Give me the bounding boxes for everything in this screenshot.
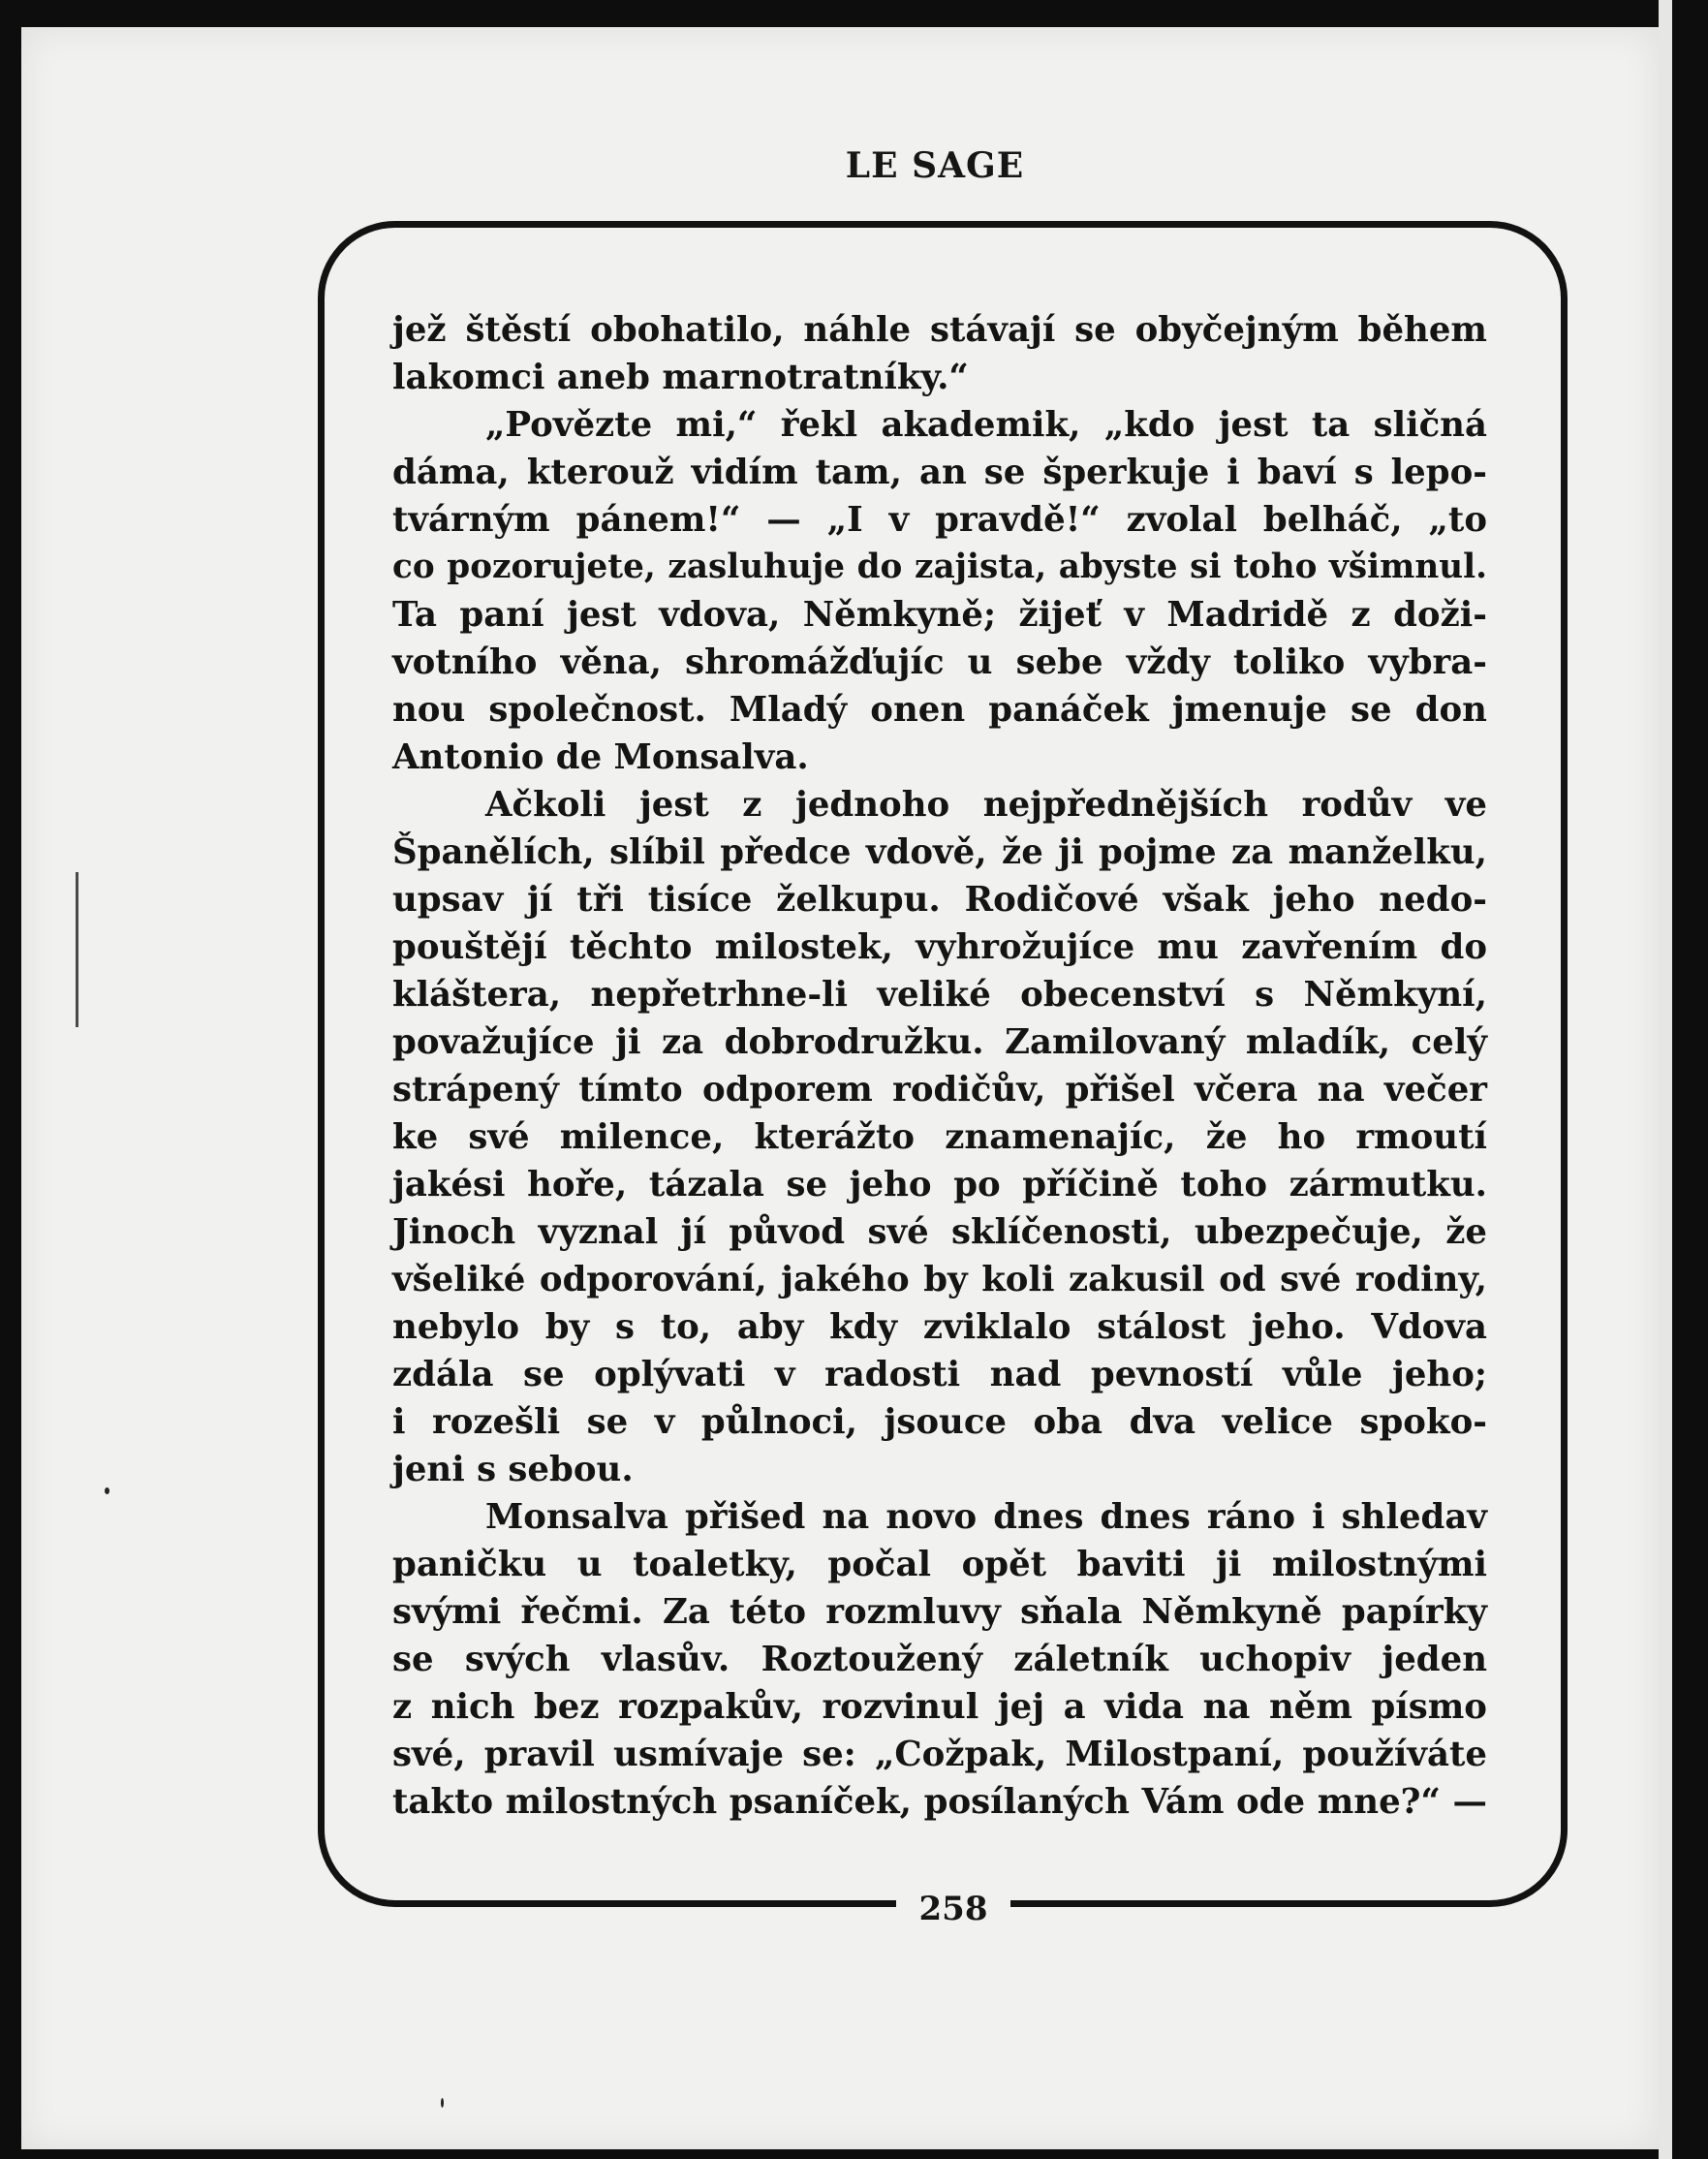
text-line: zdála se oplývati v radosti nad pevností vůle jeho; <box>392 1355 1487 1394</box>
text-line: považujíce ji za dobrodružku. Zamilovaný mladík, celý <box>392 1022 1487 1062</box>
text-line: pouštějí těchto milostek, vyhrožujíce mu zavřením do <box>392 927 1487 967</box>
text-line: jeni s sebou. <box>392 1450 634 1489</box>
margin-mark <box>76 872 78 1027</box>
text-line: dáma, kterouž vidím tam, an se šperkuje i baví s lepo- <box>392 453 1487 492</box>
scan-speck <box>105 1487 109 1494</box>
body-text <box>392 306 1487 1826</box>
text-line: Monsalva přišed na novo dnes dnes ráno i shledav <box>485 1497 1487 1537</box>
text-line: co pozorujete, zasluhuje do zajista, abyste si toho všimnul. <box>392 548 1487 586</box>
text-line: Antonio de Monsalva. <box>392 737 809 777</box>
text-line: takto milostných psaníček, posílaných Vám ode mne?“ — <box>392 1782 1487 1822</box>
text-line: Ta paní jest vdova, Němkyně; žijeť v Madridě z doži- <box>392 595 1487 635</box>
text-line: Jinoch vyznal jí původ své sklíčenosti, ubezpečuje, že <box>392 1212 1487 1252</box>
text-line: z nich bez rozpakův, rozvinul jej a vida na něm písmo <box>392 1687 1487 1727</box>
page-edge <box>1659 0 1672 2159</box>
text-line: tvárným pánem!“ — „I v pravdě!“ zvolal belháč, „to <box>392 500 1487 540</box>
text-line: jež štěstí obohatilo, náhle stávají se obyčejným během <box>392 310 1487 350</box>
text-line: upsav jí tři tisíce želkupu. Rodičové však jeho nedo- <box>392 880 1487 920</box>
text-line: svými řečmi. Za této rozmluvy sňala Němkyně papírky <box>392 1592 1487 1632</box>
text-line: votního věna, shromážďujíc u sebe vždy toliko vybra- <box>392 642 1487 682</box>
text-line: lakomci aneb marnotratníky.“ <box>392 358 969 397</box>
text-line: Španělích, slíbil předce vdově, že ji pojme za manželku, <box>392 832 1487 872</box>
scan-speck <box>441 2098 444 2108</box>
text-line: jakési hoře, tázala se jeho po příčině toho zármutku. <box>392 1165 1487 1205</box>
text-line: ke své milence, kterážto znamenajíc, že ho rmoutí <box>392 1117 1487 1157</box>
text-line: se svých vlasův. Roztoužený záletník uchopiv jeden <box>392 1640 1487 1679</box>
text-line: Ačkoli jest z jednoho nejpřednějších rodův ve <box>485 785 1487 825</box>
text-line: nebylo by s to, aby kdy zviklalo stálost jeho. Vdova <box>392 1307 1487 1347</box>
text-line: všeliké odporování, jakého by koli zakusil od své rodiny, <box>392 1260 1487 1299</box>
text-line: své, pravil usmívaje se: „Cožpak, Milostpaní, používáte <box>392 1735 1487 1774</box>
page-number: 258 <box>918 1890 988 1928</box>
text-line: paničku u toaletky, počal opět baviti ji milostnými <box>392 1545 1487 1584</box>
text-line: nou společnost. Mladý onen panáček jmenuje se don <box>392 690 1487 730</box>
running-header: LE SAGE <box>845 145 1025 186</box>
text-line: kláštera, nepřetrhne-li veliké obecenství s Němkyní, <box>392 975 1487 1015</box>
text-line: i rozešli se v půlnoci, jsouce oba dva velice spoko- <box>392 1402 1487 1442</box>
text-line: „Povězte mi,“ řekl akademik, „kdo jest ta sličná <box>485 405 1487 445</box>
text-line: strápený tímto odporem rodičův, přišel včera na večer <box>392 1070 1487 1110</box>
